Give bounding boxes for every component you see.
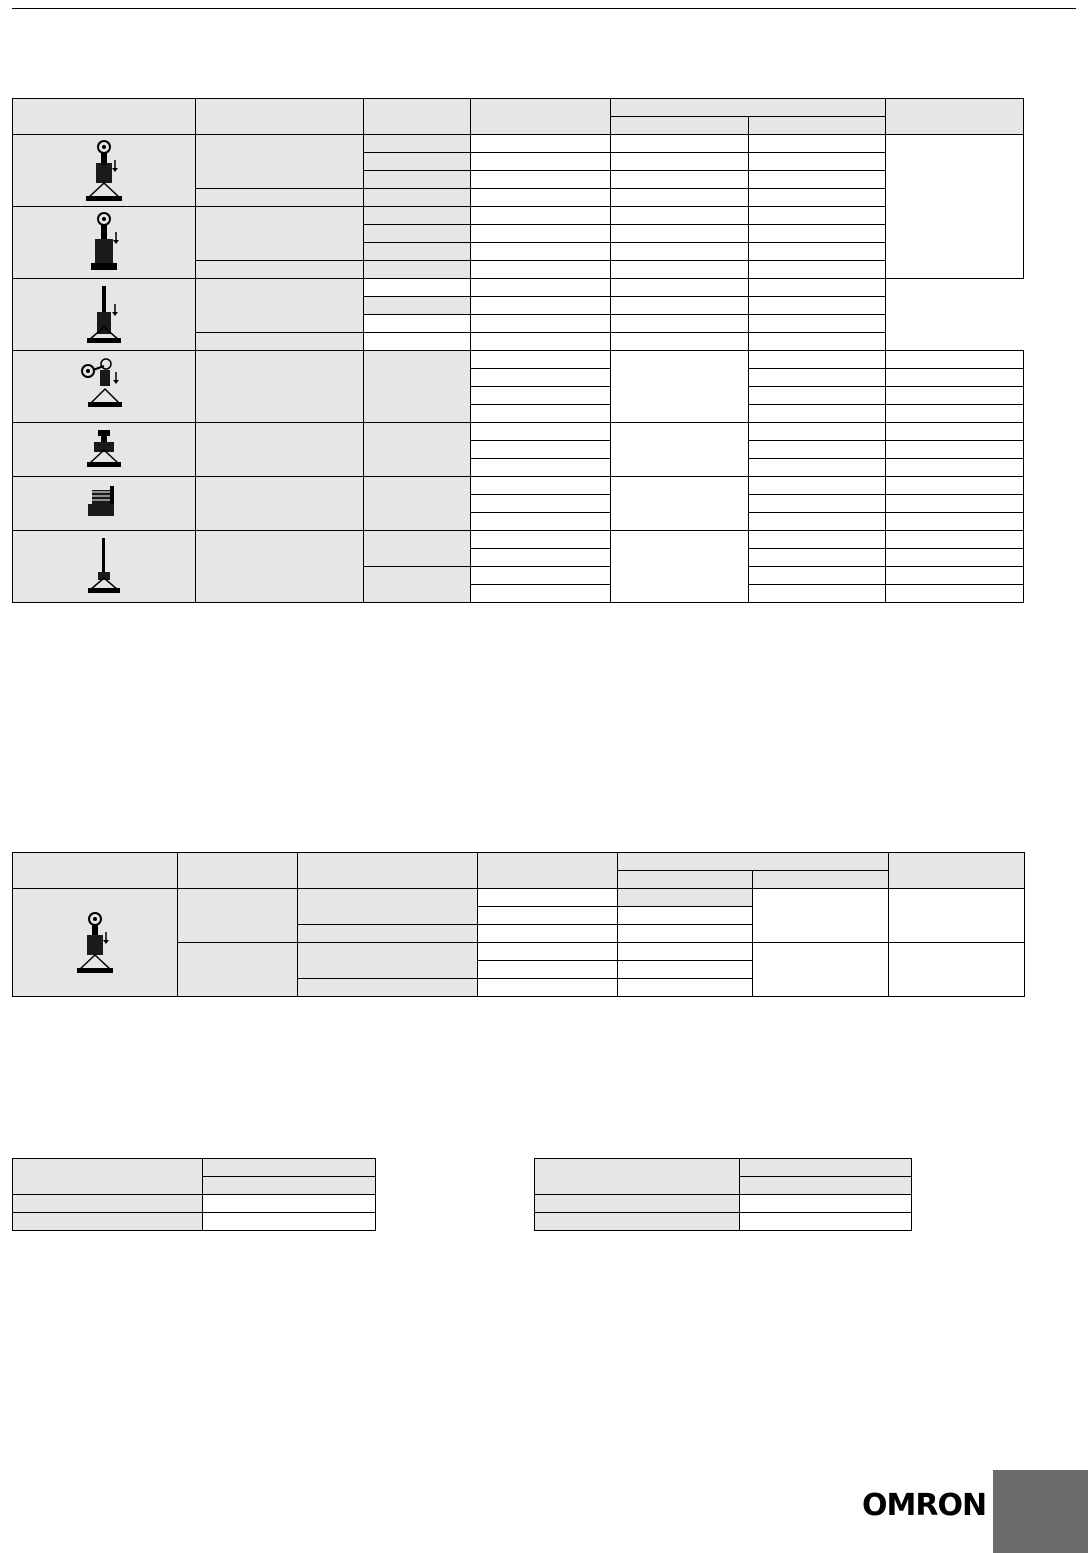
characteristic-cell: [470, 279, 611, 297]
model-cell: [178, 943, 298, 997]
remarks-cell: [886, 423, 1024, 441]
page-footer: [0, 1470, 1088, 1553]
header-cell-model: [178, 853, 298, 889]
characteristic-cell: [478, 889, 618, 907]
rating-cell: [363, 171, 470, 189]
header-cell-characteristic: [478, 853, 618, 889]
model-cell: [196, 531, 363, 603]
table-header-row-1: [13, 99, 1024, 117]
group-cell-a: [611, 153, 749, 171]
coil-spring-switch-icon: [13, 477, 196, 531]
group-cell-a: [618, 961, 753, 979]
row-value-cell: [740, 1159, 912, 1177]
header-subcell-a: [611, 117, 749, 135]
row-label-cell: [13, 1195, 203, 1213]
rod-lever-switch-icon: [13, 279, 196, 351]
group-cell-b: [748, 405, 886, 423]
characteristic-cell: [478, 943, 618, 961]
rating-cell: [363, 207, 470, 225]
remarks-cell: [886, 477, 1024, 495]
characteristic-cell: [470, 459, 611, 477]
header-cell-type: [13, 853, 178, 889]
group-cell-a: [611, 297, 749, 315]
table-row: [13, 279, 1024, 297]
characteristic-cell: [478, 907, 618, 925]
model-cell: [196, 333, 363, 351]
group-cell-b: [748, 513, 886, 531]
roller-lever-switch-icon: [13, 135, 196, 207]
header-cell-rating: [363, 99, 470, 135]
group-cell-a: [611, 189, 749, 207]
group-cell-b: [748, 585, 886, 603]
group-cell-a: [618, 889, 753, 907]
characteristic-cell: [470, 567, 611, 585]
model-cell: [196, 279, 363, 333]
group-cell-b: [748, 207, 886, 225]
rating-cell: [363, 153, 470, 171]
group-cell-a: [618, 907, 753, 925]
table-header-row-1: [13, 853, 1025, 871]
table-row: [13, 423, 1024, 441]
row-label-cell: [13, 1159, 203, 1195]
group-cell-a: [611, 243, 749, 261]
group-cell-a: [611, 477, 749, 531]
group-cell-a: [611, 171, 749, 189]
table-row: [13, 135, 1024, 153]
header-cell-type: [13, 99, 196, 135]
group-cell-a: [618, 943, 753, 961]
group-cell-b: [748, 459, 886, 477]
remarks-cell: [886, 405, 1024, 423]
rating-cell: [363, 315, 470, 333]
row-label-cell: [535, 1159, 740, 1195]
right-small-table: [534, 1158, 912, 1231]
characteristic-cell: [470, 171, 611, 189]
characteristic-cell: [478, 925, 618, 943]
header-subcell-b: [753, 871, 889, 889]
group-cell-a: [611, 333, 749, 351]
group-cell-b: [748, 225, 886, 243]
left-small-table: [12, 1158, 376, 1231]
table-row: [13, 531, 1024, 549]
group-cell-b: [748, 315, 886, 333]
header-cell-characteristic: [470, 99, 611, 135]
group-cell-b: [748, 351, 886, 369]
remarks-cell: [886, 585, 1024, 603]
characteristic-cell: [470, 441, 611, 459]
row-value-cell: [203, 1177, 376, 1195]
actuator-cell: [298, 943, 478, 979]
group-cell-b: [748, 441, 886, 459]
group-cell-b: [748, 549, 886, 567]
model-cell: [196, 477, 363, 531]
remarks-cell: [886, 549, 1024, 567]
group-cell-b: [748, 261, 886, 279]
page-top-rule: [12, 8, 1076, 9]
remarks-cell: [886, 441, 1024, 459]
characteristic-cell: [478, 961, 618, 979]
group-cell-a: [618, 925, 753, 943]
actuator-cell: [298, 979, 478, 997]
group-cell-b: [748, 531, 886, 549]
rating-cell: [363, 567, 470, 603]
rating-cell: [363, 279, 470, 297]
rating-cell: [363, 243, 470, 261]
characteristic-cell: [470, 225, 611, 243]
characteristic-cell: [470, 423, 611, 441]
row-value-cell: [203, 1159, 376, 1177]
group-cell-b: [753, 943, 889, 997]
group-cell-b: [748, 297, 886, 315]
table-row: [535, 1195, 912, 1213]
group-cell-b: [748, 171, 886, 189]
characteristic-cell: [470, 513, 611, 531]
header-cell-model: [196, 99, 363, 135]
characteristic-cell: [478, 979, 618, 997]
group-cell-a: [611, 351, 749, 423]
characteristic-cell: [470, 135, 611, 153]
table-row: [13, 1159, 376, 1177]
characteristic-cell: [470, 207, 611, 225]
characteristic-cell: [470, 531, 611, 549]
model-cell: [178, 889, 298, 943]
flexible-rod-switch-icon: [13, 531, 196, 603]
remarks-cell: [886, 351, 1024, 369]
group-cell-b: [748, 567, 886, 585]
characteristic-cell: [470, 333, 611, 351]
table-row: [13, 1213, 376, 1231]
remarks-cell: [886, 135, 1024, 279]
remarks-cell: [886, 387, 1024, 405]
row-label-cell: [13, 1213, 203, 1231]
actuator-cell: [298, 889, 478, 925]
remarks-cell: [886, 531, 1024, 549]
group-cell-b: [748, 495, 886, 513]
characteristic-cell: [470, 369, 611, 387]
group-cell-b: [748, 189, 886, 207]
remarks-cell: [886, 567, 1024, 585]
table-row: [13, 889, 1025, 907]
actuator-specifications-table: [12, 98, 1024, 603]
row-value-cell: [203, 1195, 376, 1213]
characteristic-cell: [470, 549, 611, 567]
rating-cell: [363, 297, 470, 315]
characteristic-cell: [470, 495, 611, 513]
characteristic-cell: [470, 297, 611, 315]
rating-cell: [363, 225, 470, 243]
group-cell-a: [611, 531, 749, 603]
header-cell-group: [618, 853, 889, 871]
header-cell-remarks: [889, 853, 1025, 889]
group-cell-b: [748, 477, 886, 495]
header-cell-group: [611, 99, 886, 117]
adjustable-roller-lever-switch-icon: [13, 351, 196, 423]
header-subcell-a: [618, 871, 753, 889]
group-cell-a: [611, 135, 749, 153]
model-cell: [196, 135, 363, 189]
omron-logo: OMRON: [862, 1488, 987, 1523]
rating-cell: [363, 531, 470, 567]
table-row: [535, 1159, 912, 1177]
characteristic-cell: [470, 315, 611, 333]
group-cell-a: [611, 315, 749, 333]
group-cell-b: [748, 243, 886, 261]
rating-cell: [363, 477, 470, 531]
header-cell-remarks: [886, 99, 1024, 135]
model-cell: [196, 207, 363, 261]
row-label-cell: [535, 1195, 740, 1213]
secondary-specifications-table: [12, 852, 1025, 997]
rating-cell: [363, 423, 470, 477]
group-cell-b: [748, 369, 886, 387]
model-cell: [196, 261, 363, 279]
group-cell-a: [611, 279, 749, 297]
row-value-cell: [740, 1177, 912, 1195]
group-cell-b: [748, 387, 886, 405]
group-cell-b: [748, 423, 886, 441]
remarks-cell: [889, 889, 1025, 943]
group-cell-b: [753, 889, 889, 943]
roller-lever-switch-icon: [13, 889, 178, 997]
remarks-cell: [886, 513, 1024, 531]
characteristic-cell: [470, 387, 611, 405]
rating-cell: [363, 135, 470, 153]
table-row: [13, 1195, 376, 1213]
header-subcell-b: [748, 117, 886, 135]
table-row: [535, 1213, 912, 1231]
group-cell-a: [611, 225, 749, 243]
characteristic-cell: [470, 477, 611, 495]
actuator-cell: [298, 925, 478, 943]
group-cell-a: [618, 979, 753, 997]
group-cell-b: [748, 153, 886, 171]
rating-cell: [363, 261, 470, 279]
row-value-cell: [740, 1213, 912, 1231]
characteristic-cell: [470, 585, 611, 603]
group-cell-a: [611, 423, 749, 477]
remarks-cell: [886, 459, 1024, 477]
rating-cell: [363, 351, 470, 423]
rating-cell: [363, 333, 470, 351]
characteristic-cell: [470, 243, 611, 261]
characteristic-cell: [470, 189, 611, 207]
page-corner-block: [993, 1470, 1088, 1553]
characteristic-cell: [470, 153, 611, 171]
group-cell-b: [748, 279, 886, 297]
group-cell-b: [748, 135, 886, 153]
remarks-cell: [886, 369, 1024, 387]
characteristic-cell: [470, 405, 611, 423]
remarks-cell: [889, 943, 1025, 997]
group-cell-b: [748, 333, 886, 351]
rating-cell: [363, 189, 470, 207]
plunger-switch-icon: [13, 207, 196, 279]
characteristic-cell: [470, 261, 611, 279]
table-row: [13, 207, 1024, 225]
table-row: [13, 351, 1024, 369]
group-cell-a: [611, 207, 749, 225]
characteristic-cell: [470, 351, 611, 369]
group-cell-a: [611, 261, 749, 279]
model-cell: [196, 189, 363, 207]
model-cell: [196, 423, 363, 477]
row-value-cell: [203, 1213, 376, 1231]
remarks-cell: [886, 495, 1024, 513]
row-value-cell: [740, 1195, 912, 1213]
table-row: [13, 477, 1024, 495]
model-cell: [196, 351, 363, 423]
header-cell-actuator: [298, 853, 478, 889]
row-label-cell: [535, 1213, 740, 1231]
cap-plunger-switch-icon: [13, 423, 196, 477]
